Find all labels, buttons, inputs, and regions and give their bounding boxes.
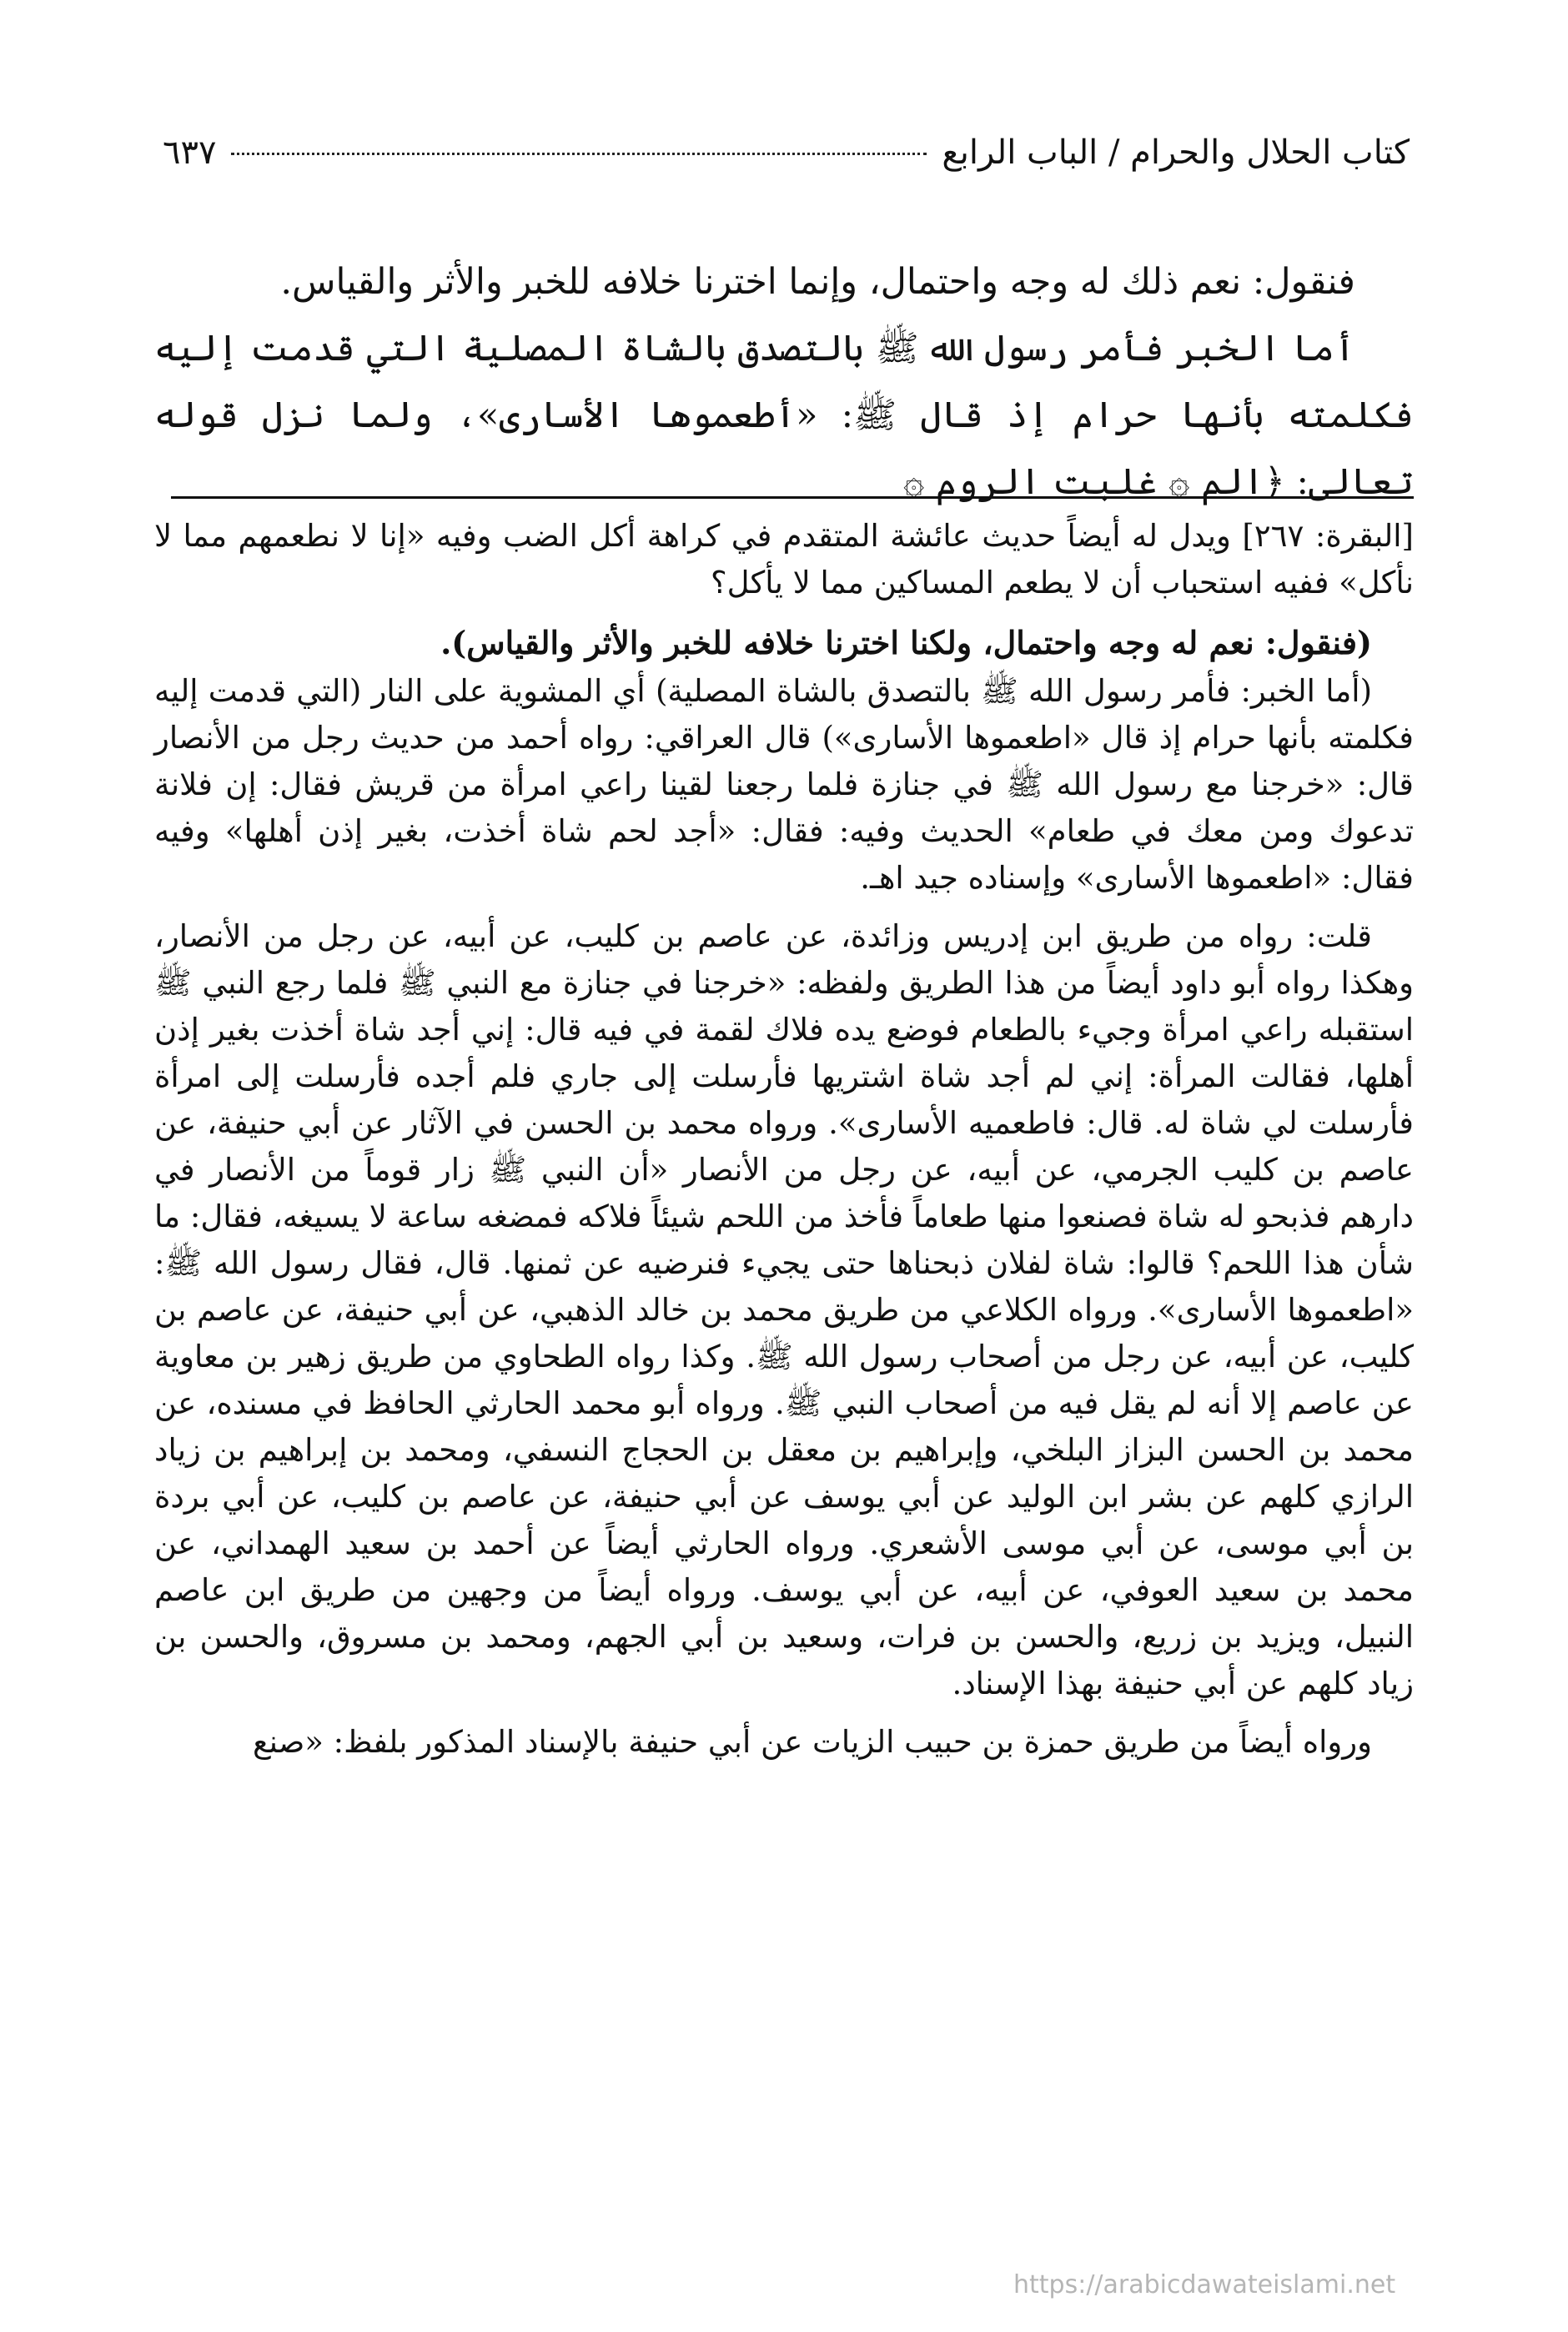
page-number: ٦٣٧: [163, 133, 217, 172]
dotted-leader: [231, 153, 927, 155]
running-header: [163, 133, 1410, 183]
quoted-text-paragraph: (فنقول: نعم له وجه واحتمال، ولكنا اخترنا خلافه للخبر والأثر والقياس).: [440, 624, 1372, 661]
commentary-paragraph: قلت: رواه من طريق ابن إدريس وزائدة، عن عاصم بن كليب، عن أبيه، عن رجل من الأنصار، وهكذا رواه أبو داود أيضاً من هذا الطريق ولفظه: «خرجنا في جنازة مع النبي ﷺ فلما رجع النبي ﷺ استقبله راعي امرأة وجيء بالطعام فوضع يده فلاك لقمة في فيه قال: إني أجد شاة أخذت بغير إذن أهلها، فقالت المرأة: إني لم أجد شاة اشتريها فأرسلت إلى جاري فلم أجده فأرسلت إلى امرأة فأرسلت لي شاة له. قال: فاطعميه الأسارى». ورواه محمد بن الحسن في الآثار عن أبي حنيفة، عن عاصم بن كليب الجرمي، عن أبيه، عن رجل من الأنصار «أن النبي ﷺ زار قوماً من الأنصار في دارهم فذبحو له شاة فصنعوا منها طعاماً فأخذ من اللحم شيئاً فلاكه فمضغه ساعة لا يسيغه، فقال: ما شأن هذا اللحم؟ قالوا: شاة لفلان ذبحناها حتى يجيء فنرضيه عن ثمنها. قال، فقال رسول الله ﷺ: «اطعموها الأسارى». ورواه الكلاعي من طريق محمد بن خالد الذهبي، عن أبي حنيفة، عن عاصم بن كليب، عن أبيه، عن رجل من أصحاب رسول الله ﷺ. وكذا رواه الطحاوي من طريق زهير بن معاوية عن عاصم إلا أنه لم يقل فيه من أصحاب النبي ﷺ. ورواه أبو محمد الحارثي الحافظ في مسنده، عن محمد بن الحسن البزاز البلخي، وإبراهيم بن معقل بن الحجاج النسفي، ومحمد بن إبراهيم بن زياد الرازي كلهم عن بشر ابن الوليد عن أبي يوسف عن أبي حنيفة، عن عاصم بن كليب، عن أبي بردة بن أبي موسى، عن أبي موسى الأشعري. ورواه الحارثي أيضاً عن أحمد بن سعيد الهمداني، عن محمد بن سعيد العوفي، عن أبيه، عن أبي يوسف. ورواه أيضاً من وجهين من طريق ابن عاصم النبيل، ويزيد بن زريع، والحسن بن فرات، وسعيد بن أبي الجهم، ومحمد بن مسروق، والحسن بن زياد كلهم عن أبي حنيفة بهذا الإسناد.: [154, 918, 1414, 1701]
commentary-paragraph: (أما الخبر: فأمر رسول الله ﷺ بالتصدق بالشاة المصلية) أي المشوية على النار (التي قدمت إليه فكلمته بأنها حرام إذ قال «اطعموها الأسارى») قال العراقي: رواه أحمد من حديث رجل من الأنصار قال: «خرجنا مع رسول الله ﷺ في جنازة فلما رجعنا لقينا راعي امرأة من قريش فقال: إن فلانة تدعوك ومن معك في طعام» الحديث وفيه: فقال: «أجد لحم شاة أخذت، بغير إذن أهلها» وفيه فقال: «اطعموها الأسارى» وإسناده جيد اهـ.: [154, 673, 1414, 896]
header-title: كتاب الحلال والحرام / الباب الرابع: [942, 133, 1410, 172]
commentary-paragraph: [البقرة: ٢٦٧] ويدل له أيضاً حديث عائشة المتقدم في كراهة أكل الضب وفيه «إنا لا نطعمهم مما لا نأكل» ففيه استحباب أن لا يطعم المساكين مما لا يأكل؟: [154, 518, 1414, 601]
watermark-url: https://arabicdawateislami.net: [1013, 2270, 1396, 2299]
main-paragraph: أما الخبر فأمر رسول الله ﷺ بالتصدق بالشاة المصلية التي قدمت إليه فكلمته بأنها حرام إذ قال ﷺ: «أطعموها الأسارى»، ولما نزل قوله تعالى: ﴿الم ۞ غلبت الروم ۞: [154, 328, 1414, 503]
main-paragraph: فنقول: نعم ذلك له وجه واحتمال، وإنما اخترنا خلافه للخبر والأثر والقياس.: [280, 261, 1355, 303]
main-text: [154, 249, 1414, 515]
commentary-text: [154, 513, 1414, 1766]
commentary-paragraph: ورواه أيضاً من طريق حمزة بن حبيب الزيات عن أبي حنيفة بالإسناد المذكور بلفظ: «صنع: [252, 1724, 1372, 1760]
separator-rule: [171, 496, 1414, 499]
